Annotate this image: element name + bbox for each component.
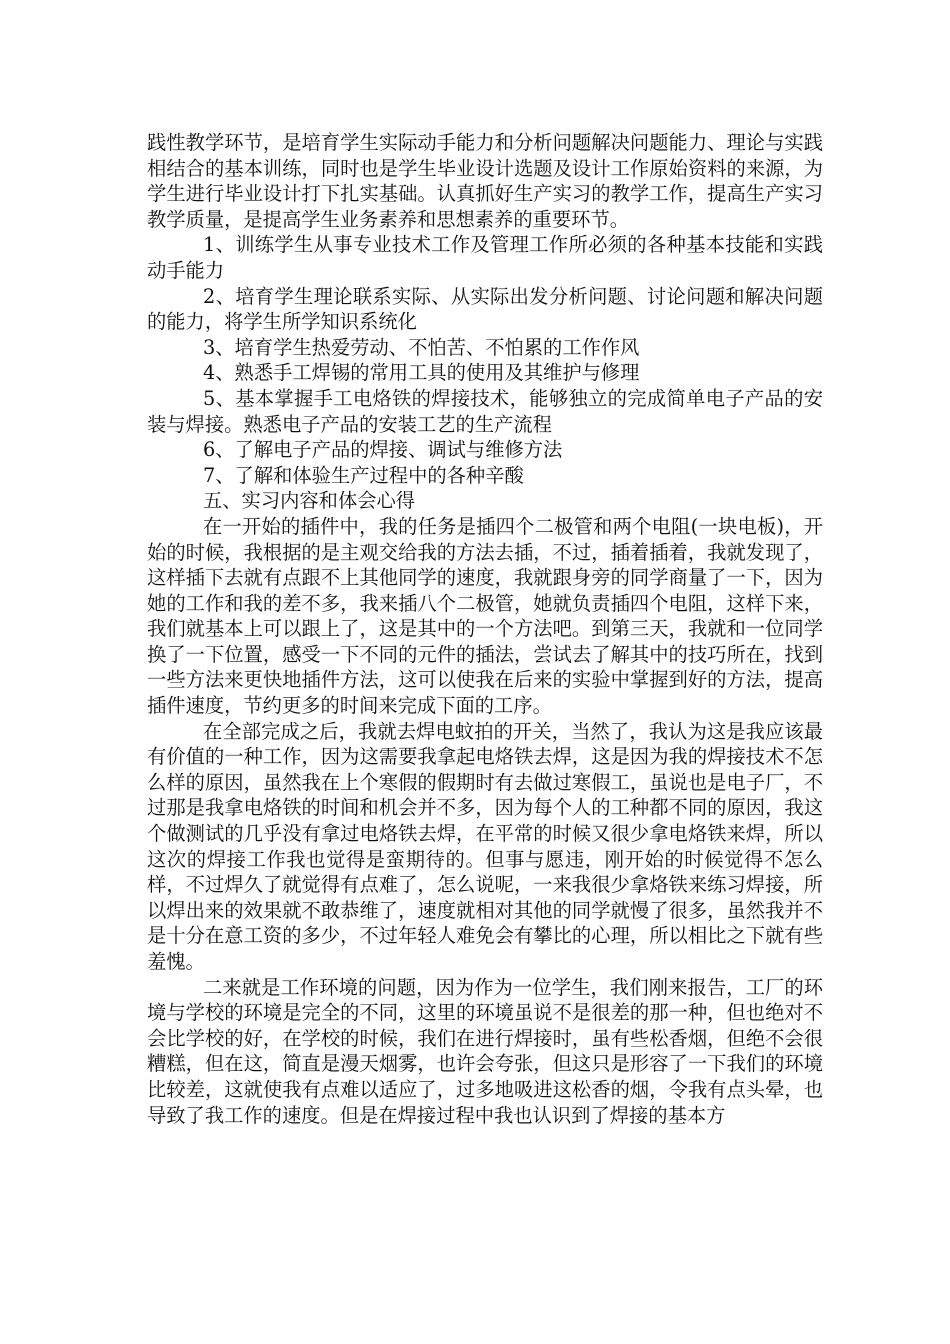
goal-item-7: 7、了解和体验生产过程中的各种辛酸 [203, 463, 524, 487]
paragraph-soldering: 在全部完成之后，我就去焊电蚊拍的开关，当然了，我认为这是我应该最有价值的一种工作，因为这需要我拿起电烙铁去焊，这是因为我的焊接技术不怎么样的原因，虽然我在上个寒假的假期时有去做过寒假工，虽说也是电子厂，不过那是我拿电烙铁的时间和机会并不多，因为每个人的工种都不同的原因，我这个做测试的几乎没有拿过电烙铁去焊，在平常的时候又很少拿电烙铁来焊，所以这次的焊接工作我也觉得是蛮期待的。但事与愿违，刚开始的时候觉得不怎么样，不过焊久了就觉得有点难了，怎么说呢，一来我很少拿烙铁来练习焊接，所以焊出来的效果就不敢恭维了，速度就相对其他的同学就慢了很多，虽然我并不是十分在意工资的多少，不过年轻人难免会有攀比的心理，所以相比之下就有些羞愧。 [147, 719, 823, 973]
paragraph-insertion: 在一开始的插件中，我的任务是插四个二极管和两个电阻(一块电板)，开始的时候，我根据的是主观交给我的方法去插，不过，插着插着，我就发现了，这样插下去就有点跟不上其他同学的速度，我就跟身旁的同学商量了一下，因为她的工作和我的差不多，我来插八个二极管，她就负责插四个电阻，这样下来，我们就基本上可以跟上了，这是其中的一个方法吧。到第三天，我就和一位同学换了一下位置，感受一下不同的元件的插法，尝试去了解其中的技巧所在，找到一些方法来更快地插件方法，这可以使我在后来的实验中掌握到好的方法，提高插件速度，节约更多的时间来完成下面的工序。 [147, 514, 823, 718]
paragraph-environment: 二来就是工作环境的问题，因为作为一位学生，我们刚来报告，工厂的环境与学校的环境是完全的不同，这里的环境虽说不是很差的那一种，但也绝对不会比学校的好，在学校的时候，我们在进行焊接时，虽有些松香烟，但绝不会很糟糕，但在这，简直是漫天烟雾，也许会夸张，但这只是形容了一下我们的环境比较差，这就使我有点难以适应了，过多地吸进这松香的烟，令我有点头晕，也导致了我工作的速度。但是在焊接过程中我也认识到了焊接的基本方 [147, 975, 823, 1127]
goal-item-4: 4、熟悉手工焊锡的常用工具的使用及其维护与修理 [203, 361, 640, 385]
goal-item-1: 1、训练学生从事专业技术工作及管理工作所必须的各种基本技能和实践动手能力 [147, 233, 823, 282]
goal-item-3: 3、培育学生热爱劳动、不怕苦、不怕累的工作作风 [203, 335, 640, 359]
goal-item-6: 6、了解电子产品的焊接、调试与维修方法 [203, 438, 563, 462]
goal-item-2: 2、培育学生理论联系实际、从实际出发分析问题、讨论问题和解决问题的能力，将学生所学知识系统化 [147, 284, 823, 334]
paragraph-intro-continuation: 践性教学环节，是培育学生实际动手能力和分析问题解决问题能力、理论与实践相结合的基本训练，同时也是学生毕业设计选题及设计工作原始资料的来源，为学生进行毕业设计打下扎实基础。认真抓好生产实习的教学工作，提高生产实习教学质量，是提高学生业务素养和思想素养的重要环节。 [147, 131, 823, 231]
section-heading-5: 五、实习内容和体会心得 [203, 489, 416, 513]
document-body [147, 130, 823, 1128]
goal-item-5: 5、基本掌握手工电烙铁的焊接技术，能够独立的完成简单电子产品的安装与焊接。熟悉电子产品的安装工艺的生产流程 [147, 386, 823, 436]
